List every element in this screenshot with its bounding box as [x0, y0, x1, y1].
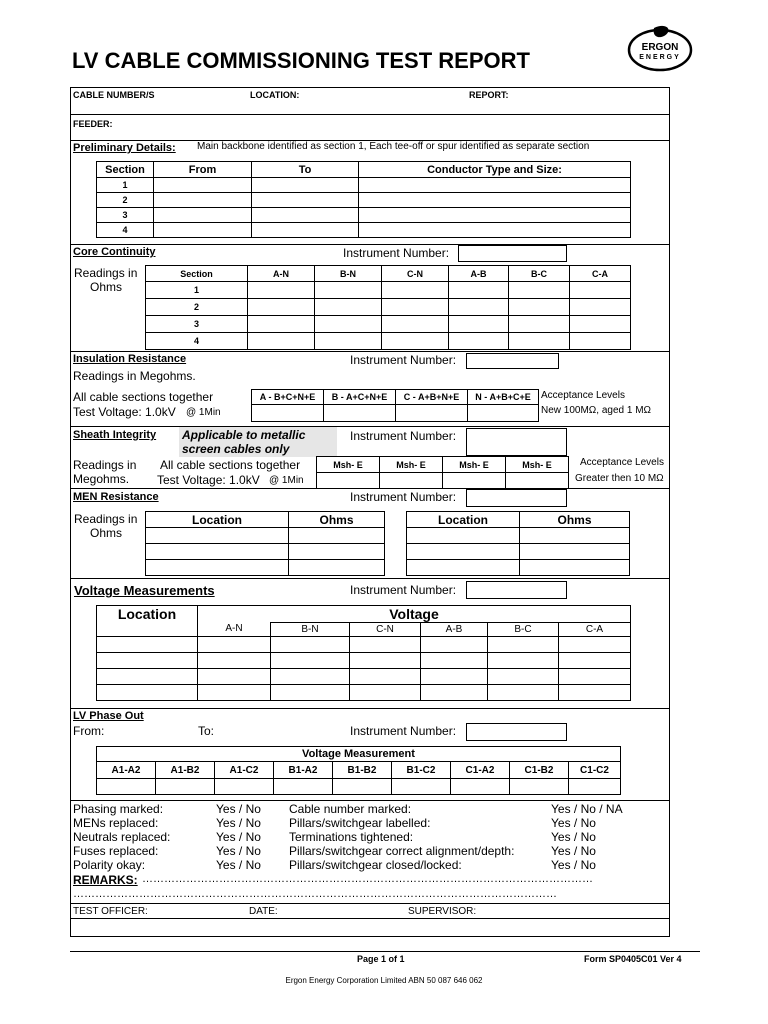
sheath-acceptance-1: Acceptance Levels	[580, 457, 664, 468]
col-b-c: B-C	[509, 266, 570, 282]
cell[interactable]	[359, 223, 631, 238]
cell[interactable]	[198, 669, 271, 685]
col-to: To	[252, 162, 359, 178]
check-value[interactable]: Yes / No	[551, 830, 596, 844]
check-label: Cable number marked:	[289, 802, 412, 816]
cell[interactable]	[570, 282, 631, 299]
cell[interactable]	[407, 528, 520, 544]
cell[interactable]	[248, 299, 315, 316]
page-number: Page 1 of 1	[357, 954, 405, 964]
remarks-line-2[interactable]: ……………………………………………………………………………………………………………………	[73, 889, 557, 900]
cell[interactable]	[451, 779, 510, 795]
check-value[interactable]: Yes / No	[551, 816, 596, 830]
col-a-n: A-N	[198, 623, 271, 637]
cell[interactable]	[271, 685, 350, 701]
feeder-label: FEEDER:	[73, 119, 113, 129]
col-a1-b2: A1-B2	[156, 762, 215, 779]
cell[interactable]	[315, 282, 382, 299]
core-instrument-label: Instrument Number:	[343, 246, 450, 260]
col-section: Section	[146, 266, 248, 282]
sheath-readings-2: Megohms.	[73, 472, 130, 486]
cell[interactable]	[289, 544, 385, 560]
col-c-a: C-A	[570, 266, 631, 282]
cell[interactable]	[380, 473, 443, 489]
cell[interactable]	[350, 637, 421, 653]
col-a-b: A-B	[449, 266, 509, 282]
col-b-n: B-N	[315, 266, 382, 282]
cell[interactable]	[443, 473, 506, 489]
cell[interactable]	[488, 669, 559, 685]
cell[interactable]	[271, 637, 350, 653]
cell[interactable]	[252, 223, 359, 238]
cell[interactable]	[156, 779, 215, 795]
cell[interactable]	[382, 316, 449, 333]
cell[interactable]	[488, 685, 559, 701]
col-msh-e: Msh- E	[317, 457, 380, 473]
sheath-applicable-note	[179, 427, 337, 457]
check-value[interactable]: Yes / No / NA	[551, 802, 623, 816]
cell[interactable]	[315, 333, 382, 350]
report-label: REPORT:	[469, 90, 509, 100]
cell[interactable]	[271, 653, 350, 669]
col-a1-a2: A1-A2	[97, 762, 156, 779]
col-a-b: A-B	[421, 623, 488, 637]
cell[interactable]	[248, 333, 315, 350]
cell[interactable]	[488, 637, 559, 653]
cell[interactable]	[509, 333, 570, 350]
sheath-voltage: Test Voltage: 1.0kV	[157, 473, 260, 487]
logo-line2: ENERGY	[639, 54, 681, 61]
cell[interactable]	[421, 669, 488, 685]
voltage-measurement-header: Voltage Measurement	[97, 747, 621, 762]
check-value[interactable]: Yes / No	[216, 830, 261, 844]
col-b: B - A+C+N+E	[324, 390, 396, 405]
check-value[interactable]: Yes / No	[216, 816, 261, 830]
cell[interactable]	[252, 178, 359, 193]
cell[interactable]	[520, 528, 630, 544]
cell[interactable]	[520, 544, 630, 560]
row-section: 2	[97, 193, 154, 208]
col-conductor: Conductor Type and Size:	[359, 162, 631, 178]
cell[interactable]	[350, 669, 421, 685]
supervisor-label: SUPERVISOR:	[408, 906, 477, 917]
cell[interactable]	[215, 779, 274, 795]
cell[interactable]	[315, 299, 382, 316]
men-table-left	[145, 511, 385, 576]
sheath-table	[316, 456, 569, 489]
company-footer: Ergon Energy Corporation Limited ABN 50 087 646 062	[285, 976, 483, 985]
cell[interactable]	[359, 208, 631, 223]
col-c1-a2: C1-A2	[451, 762, 510, 779]
col-section: Section	[97, 162, 154, 178]
cell[interactable]	[359, 178, 631, 193]
cell[interactable]	[248, 282, 315, 299]
insulation-readings: Readings in Megohms.	[73, 369, 196, 383]
core-readings-unit: Ohms	[90, 280, 123, 294]
phase-out-table	[96, 746, 621, 795]
applicable-line1: Applicable to metallic	[182, 428, 306, 442]
sheath-together: All cable sections together	[160, 458, 301, 472]
cell[interactable]	[289, 528, 385, 544]
insulation-voltage: Test Voltage: 1.0kV	[73, 405, 176, 419]
insulation-instrument-label: Instrument Number:	[350, 353, 457, 367]
cell[interactable]	[382, 282, 449, 299]
row-section: 1	[97, 178, 154, 193]
col-b-c: B-C	[488, 623, 559, 637]
cell[interactable]	[509, 282, 570, 299]
sheath-heading: Sheath Integrity	[73, 429, 157, 441]
sheath-duration: @ 1Min	[269, 475, 304, 486]
row-section: 3	[146, 316, 248, 333]
men-readings-2: Ohms	[90, 526, 123, 540]
check-label: Fuses replaced:	[73, 844, 159, 858]
row-section: 2	[146, 299, 248, 316]
applicable-line2: screen cables only	[182, 442, 290, 456]
check-label: Terminations tightened:	[289, 830, 414, 844]
preliminary-table	[96, 161, 631, 238]
men-heading: MEN Resistance	[73, 491, 159, 503]
cell[interactable]	[97, 669, 198, 685]
cell[interactable]	[449, 299, 509, 316]
row-section: 4	[97, 223, 154, 238]
voltage-instrument-label: Instrument Number:	[350, 583, 457, 597]
cell[interactable]	[154, 208, 252, 223]
cell[interactable]	[317, 473, 380, 489]
col-b1-a2: B1-A2	[274, 762, 333, 779]
col-location: Location	[407, 512, 520, 528]
col-msh-e: Msh- E	[506, 457, 569, 473]
sheath-readings-1: Readings in	[73, 458, 137, 472]
cell[interactable]	[509, 316, 570, 333]
col-c1-b2: C1-B2	[510, 762, 569, 779]
col-c1-c2: C1-C2	[569, 762, 621, 779]
cable-number-label: CABLE NUMBER/S	[73, 90, 155, 100]
test-officer-label: TEST OFFICER:	[73, 906, 148, 917]
cell[interactable]	[382, 333, 449, 350]
cell[interactable]	[509, 299, 570, 316]
phase-out-instrument-label: Instrument Number:	[350, 724, 457, 738]
cell[interactable]	[570, 299, 631, 316]
footer-rule	[70, 951, 700, 952]
remarks-heading: REMARKS:	[73, 873, 138, 887]
col-a-n: A-N	[248, 266, 315, 282]
sheath-acceptance-2: Greater then 10 MΩ	[575, 473, 664, 484]
core-readings-label: Readings in	[74, 266, 138, 280]
cell[interactable]	[97, 779, 156, 795]
cell[interactable]	[449, 333, 509, 350]
col-ohms: Ohms	[289, 512, 385, 528]
voltage-table	[96, 605, 631, 701]
row-section: 3	[97, 208, 154, 223]
col-voltage: Voltage	[198, 606, 631, 623]
cell[interactable]	[520, 560, 630, 576]
insulation-duration: @ 1Min	[186, 407, 221, 418]
cell[interactable]	[198, 637, 271, 653]
cell[interactable]	[350, 653, 421, 669]
cell[interactable]	[252, 208, 359, 223]
cell[interactable]	[382, 299, 449, 316]
col-b1-b2: B1-B2	[333, 762, 392, 779]
col-msh-e: Msh- E	[443, 457, 506, 473]
col-b1-c2: B1-C2	[392, 762, 451, 779]
remarks-line-1[interactable]: ……………………………………………………………………………………………………………	[142, 874, 593, 885]
men-readings-1: Readings in	[74, 512, 138, 526]
cell[interactable]	[146, 560, 289, 576]
page-title: LV CABLE COMMISSIONING TEST REPORT	[72, 48, 530, 73]
insulation-table	[251, 389, 539, 422]
cell[interactable]	[198, 685, 271, 701]
col-a1-c2: A1-C2	[215, 762, 274, 779]
core-instrument-input[interactable]	[458, 245, 567, 262]
voltage-instrument-input[interactable]	[466, 581, 567, 599]
cell[interactable]	[468, 405, 539, 422]
cell[interactable]	[154, 223, 252, 238]
men-instrument-input[interactable]	[466, 489, 567, 507]
cell[interactable]	[154, 178, 252, 193]
cell[interactable]	[315, 316, 382, 333]
cell[interactable]	[274, 779, 333, 795]
check-value[interactable]: Yes / No	[216, 844, 261, 858]
phase-out-heading: LV Phase Out	[73, 710, 144, 722]
check-label: Pillars/switchgear correct alignment/depth:	[289, 844, 515, 858]
cell[interactable]	[97, 685, 198, 701]
cell[interactable]	[146, 528, 289, 544]
cell[interactable]	[449, 282, 509, 299]
cell[interactable]	[488, 653, 559, 669]
insulation-heading: Insulation Resistance	[73, 353, 187, 365]
insulation-instrument-input[interactable]	[466, 353, 559, 369]
col-from: From	[154, 162, 252, 178]
cell[interactable]	[421, 653, 488, 669]
insulation-acceptance-2: New 100MΩ, aged 1 MΩ	[541, 405, 651, 416]
cell[interactable]	[570, 316, 631, 333]
cell[interactable]	[97, 637, 198, 653]
col-a: A - B+C+N+E	[252, 390, 324, 405]
cell[interactable]	[271, 669, 350, 685]
check-value[interactable]: Yes / No	[216, 802, 261, 816]
cell[interactable]	[350, 685, 421, 701]
col-location: Location	[146, 512, 289, 528]
sheath-instrument-input[interactable]	[466, 428, 567, 456]
location-label: LOCATION:	[250, 90, 300, 100]
cell[interactable]	[97, 653, 198, 669]
cell[interactable]	[559, 685, 631, 701]
preliminary-heading: Preliminary Details:	[73, 142, 176, 154]
cell[interactable]	[559, 637, 631, 653]
check-label: Pillars/switchgear labelled:	[289, 816, 431, 830]
sheath-instrument-label: Instrument Number:	[350, 429, 457, 443]
col-c: C - A+B+N+E	[396, 390, 468, 405]
cell[interactable]	[396, 405, 468, 422]
insulation-together: All cable sections together	[73, 390, 214, 404]
col-b-n: B-N	[271, 623, 350, 637]
men-instrument-label: Instrument Number:	[350, 490, 457, 504]
cell[interactable]	[252, 193, 359, 208]
cell[interactable]	[421, 637, 488, 653]
check-label: Phasing marked:	[73, 802, 164, 816]
cell[interactable]	[407, 560, 520, 576]
cell[interactable]	[248, 316, 315, 333]
cell[interactable]	[407, 544, 520, 560]
phase-out-to: To:	[198, 724, 215, 738]
insulation-acceptance-1: Acceptance Levels	[541, 390, 625, 401]
col-msh-e: Msh- E	[380, 457, 443, 473]
col-ohms: Ohms	[520, 512, 630, 528]
phase-out-instrument-input[interactable]	[466, 723, 567, 741]
check-value[interactable]: Yes / No	[551, 844, 596, 858]
cell[interactable]	[559, 669, 631, 685]
cell[interactable]	[154, 193, 252, 208]
ergon-energy-logo	[624, 24, 696, 76]
cell[interactable]	[324, 405, 396, 422]
cell[interactable]	[421, 685, 488, 701]
col-c-n: C-N	[350, 623, 421, 637]
date-label: DATE:	[249, 906, 278, 917]
row-section: 4	[146, 333, 248, 350]
cell[interactable]	[449, 316, 509, 333]
col-c-n: C-N	[382, 266, 449, 282]
logo-line1: ERGON	[641, 42, 679, 53]
cell[interactable]	[559, 653, 631, 669]
check-value[interactable]: Yes / No	[551, 858, 596, 872]
men-table-right	[406, 511, 630, 576]
check-label: Pillars/switchgear closed/locked:	[289, 858, 462, 872]
cell[interactable]	[146, 544, 289, 560]
col-n: N - A+B+C+E	[468, 390, 539, 405]
col-c-a: C-A	[559, 623, 631, 637]
cell[interactable]	[506, 473, 569, 489]
preliminary-note: Main backbone identified as section 1, Each tee-off or spur identified as separate section	[197, 141, 590, 152]
core-heading: Core Continuity	[73, 246, 156, 258]
row-section: 1	[146, 282, 248, 299]
cell[interactable]	[289, 560, 385, 576]
cell[interactable]	[359, 193, 631, 208]
check-label: Polarity okay:	[73, 858, 146, 872]
cell[interactable]	[252, 405, 324, 422]
cell[interactable]	[510, 779, 569, 795]
cell[interactable]	[570, 333, 631, 350]
form-number: Form SP0405C01 Ver 4	[584, 954, 682, 964]
check-label: Neutrals replaced:	[73, 830, 171, 844]
cell[interactable]	[569, 779, 621, 795]
cell[interactable]	[198, 653, 271, 669]
phase-out-from: From:	[73, 724, 105, 738]
check-label: MENs replaced:	[73, 816, 159, 830]
voltage-heading: Voltage Measurements	[74, 583, 215, 598]
check-value[interactable]: Yes / No	[216, 858, 261, 872]
cell[interactable]	[392, 779, 451, 795]
core-table	[145, 265, 631, 350]
col-location: Location	[97, 606, 198, 637]
cell[interactable]	[333, 779, 392, 795]
